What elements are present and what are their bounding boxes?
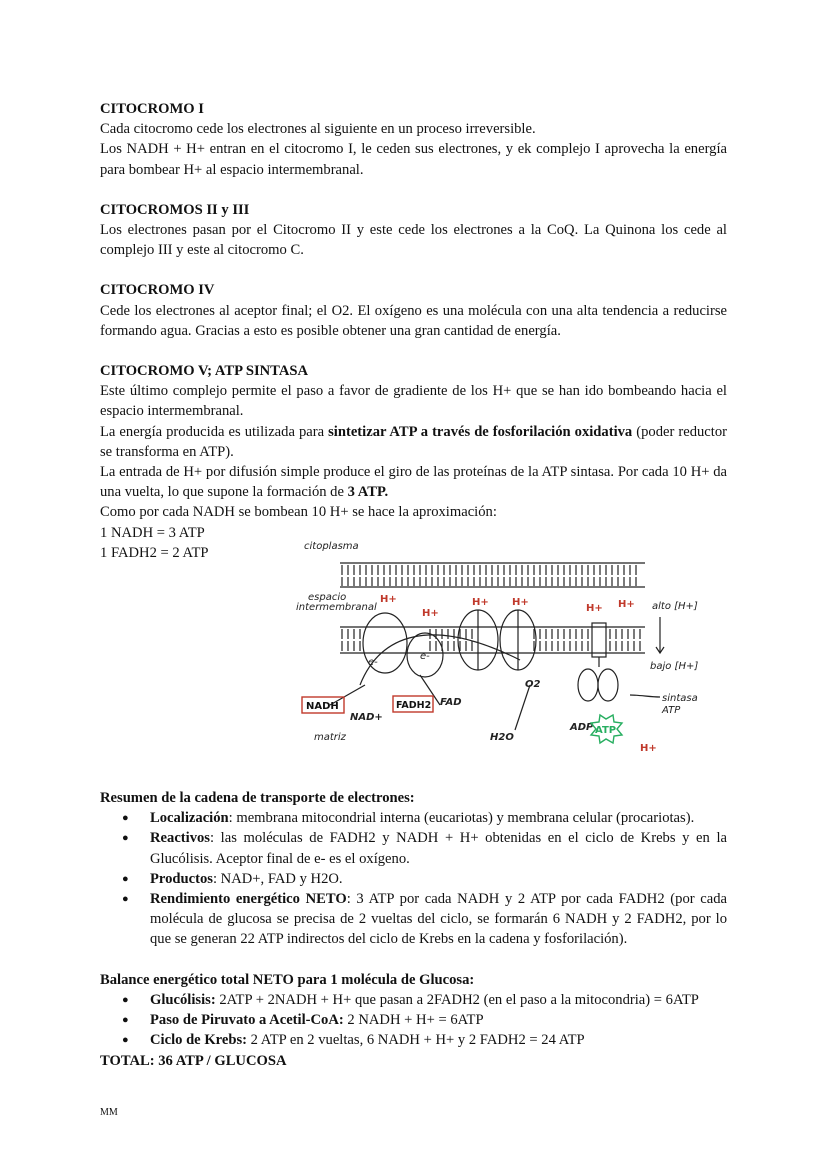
label-adp: ADP xyxy=(570,722,594,733)
heading-citocromo-5: CITOCROMO V; ATP SINTASA xyxy=(100,363,309,380)
paragraph: Como por cada NADH se bombean 10 H+ se hace la aproximación: xyxy=(100,504,497,521)
item-label: Paso de Piruvato a Acetil-CoA: xyxy=(150,1012,344,1029)
bold-text: 3 ATP. xyxy=(347,484,389,501)
item-text: 2ATP + 2NADH + H+ que pasan a 2FADH2 (en el paso a la mitocondria) = 6ATP xyxy=(215,991,699,1008)
list-item xyxy=(150,828,727,868)
item-text: 2 NADH + H+ = 6ATP xyxy=(343,1012,484,1029)
hplus-label: H+ xyxy=(586,603,603,614)
electron-label: e- xyxy=(368,657,378,668)
item-label: Glucólisis: xyxy=(150,991,216,1008)
paragraph: Los electrones pasan por el Citocromo II y este cede los electrones a la CoQ. La Quinona los cede al complejo III y este al citocromo C. xyxy=(100,222,727,259)
item-text: : NAD+, FAD y H2O. xyxy=(212,870,343,887)
fadh2-box xyxy=(393,696,433,712)
equation-nadh: 1 NADH = 3 ATP xyxy=(100,524,205,541)
hplus-label: H+ xyxy=(618,599,635,610)
item-text: : 3 ATP por cada NADH y 2 ATP por cada FADH2 (por cada molécula de glucosa se precisa de 2 vueltas del ciclo, se formarán 6 NADH y 2 FADH2, por lo que se generan 22 ATP indirectos del ciclo de Krebs en la cadena y fosforilación). xyxy=(150,891,727,948)
label-nadplus: NAD+ xyxy=(350,712,383,723)
heading-citocromo-1: CITOCROMO I xyxy=(100,101,204,117)
label-nadh: NADH xyxy=(306,701,339,712)
list-item xyxy=(150,808,727,828)
list-item xyxy=(150,1030,727,1050)
hplus-label: H+ xyxy=(640,743,657,754)
nadh-box xyxy=(302,697,344,713)
item-label: Localización xyxy=(150,810,229,827)
summary-title: Resumen de la cadena de transporte de electrones: xyxy=(100,790,415,807)
list-item xyxy=(150,1010,727,1030)
text: La energía producida es utilizada para xyxy=(100,423,329,440)
label-espacio: espacio xyxy=(308,592,347,603)
label-alto: alto [H+] xyxy=(652,601,698,612)
item-label: Rendimiento energético NETO xyxy=(150,891,347,908)
list-item xyxy=(150,869,727,889)
electron-label: e- xyxy=(420,651,430,662)
paragraph: Cede los electrones al aceptor final; el O2. El oxígeno es una molécula con una alta tendencia a reducirse formando agua. Gracias a esto es posible obtener una gran cantidad de energía. xyxy=(100,302,727,339)
item-text: : las moléculas de FADH2 y NADH + H+ obtenidas en el ciclo de Krebs y en la Glucólisis. Aceptor final de e- es el oxígeno. xyxy=(150,830,727,867)
label-bajo: bajo [H+] xyxy=(650,661,699,672)
label-matriz: matriz xyxy=(314,732,346,743)
label-citoplasma: citoplasma xyxy=(304,541,359,552)
bold-text: sintetizar ATP a través de fosforilación oxidativa xyxy=(328,423,633,440)
hplus-label: H+ xyxy=(422,608,439,619)
label-atp: ATP xyxy=(595,725,617,736)
text: La entrada de H+ por difusión simple produce el giro de las proteínas de la ATP sintasa. Por cada 10 H+ da una vuelta, lo que supone la formación de xyxy=(100,464,727,501)
paragraph xyxy=(100,422,727,462)
label-fadh2: FADH2 xyxy=(396,700,432,711)
item-label: Productos xyxy=(150,870,213,887)
paragraph: Este último complejo permite el paso a favor de gradiente de los H+ que se han ido bombeando hacia el espacio intermembranal. xyxy=(100,383,727,420)
balance-list xyxy=(100,990,727,1051)
summary-list xyxy=(100,808,727,949)
atp-burst xyxy=(591,715,622,743)
label-o2: O2 xyxy=(525,679,541,690)
heading-citocromos-2-3: CITOCROMOS II y III xyxy=(100,201,250,218)
paragraph: Los NADH + H+ entran en el citocromo I, le ceden sus electrones, y ek complejo I aprovecha la energía para bombear H+ al espacio intermembranal. xyxy=(100,141,727,178)
item-text: : membrana mitocondrial interna (eucariotas) y membrana celular (procariotas). xyxy=(228,810,695,827)
label-fad: FAD xyxy=(440,697,462,708)
outer-membrane xyxy=(340,563,645,587)
paragraph xyxy=(100,462,727,502)
equation-fadh2: 1 FADH2 = 2 ATP xyxy=(100,544,209,561)
label-intermembranal: intermembranal xyxy=(296,602,377,613)
hplus-label: H+ xyxy=(380,594,397,605)
atp-synthase xyxy=(578,623,618,701)
footer-initials: MM xyxy=(100,1107,118,1118)
list-item xyxy=(150,990,727,1010)
total-line: TOTAL: 36 ATP / GLUCOSA xyxy=(100,1052,287,1069)
item-label: Reactivos xyxy=(150,830,210,847)
o2-arrow xyxy=(515,685,530,730)
label-sintasa: sintasa xyxy=(662,693,698,704)
item-label: Ciclo de Krebs: xyxy=(150,1032,248,1049)
list-item xyxy=(150,889,727,950)
balance-title: Balance energético total NETO para 1 molécula de Glucosa: xyxy=(100,971,475,988)
label-h2o: H2O xyxy=(490,732,514,743)
paragraph: Cada citocromo cede los electrones al siguiente en un proceso irreversible. xyxy=(100,121,536,138)
hplus-label: H+ xyxy=(512,597,529,608)
item-text: 2 ATP en 2 vueltas, 6 NADH + H+ y 2 FADH2 = 24 ATP xyxy=(247,1032,585,1049)
text: (poder reductor se transforma en ATP). xyxy=(100,423,727,460)
electron-transport-diagram xyxy=(290,535,710,760)
heading-citocromo-4: CITOCROMO IV xyxy=(100,282,215,299)
hplus-label: H+ xyxy=(472,597,489,608)
label-sintasa-atp: ATP xyxy=(662,705,681,716)
